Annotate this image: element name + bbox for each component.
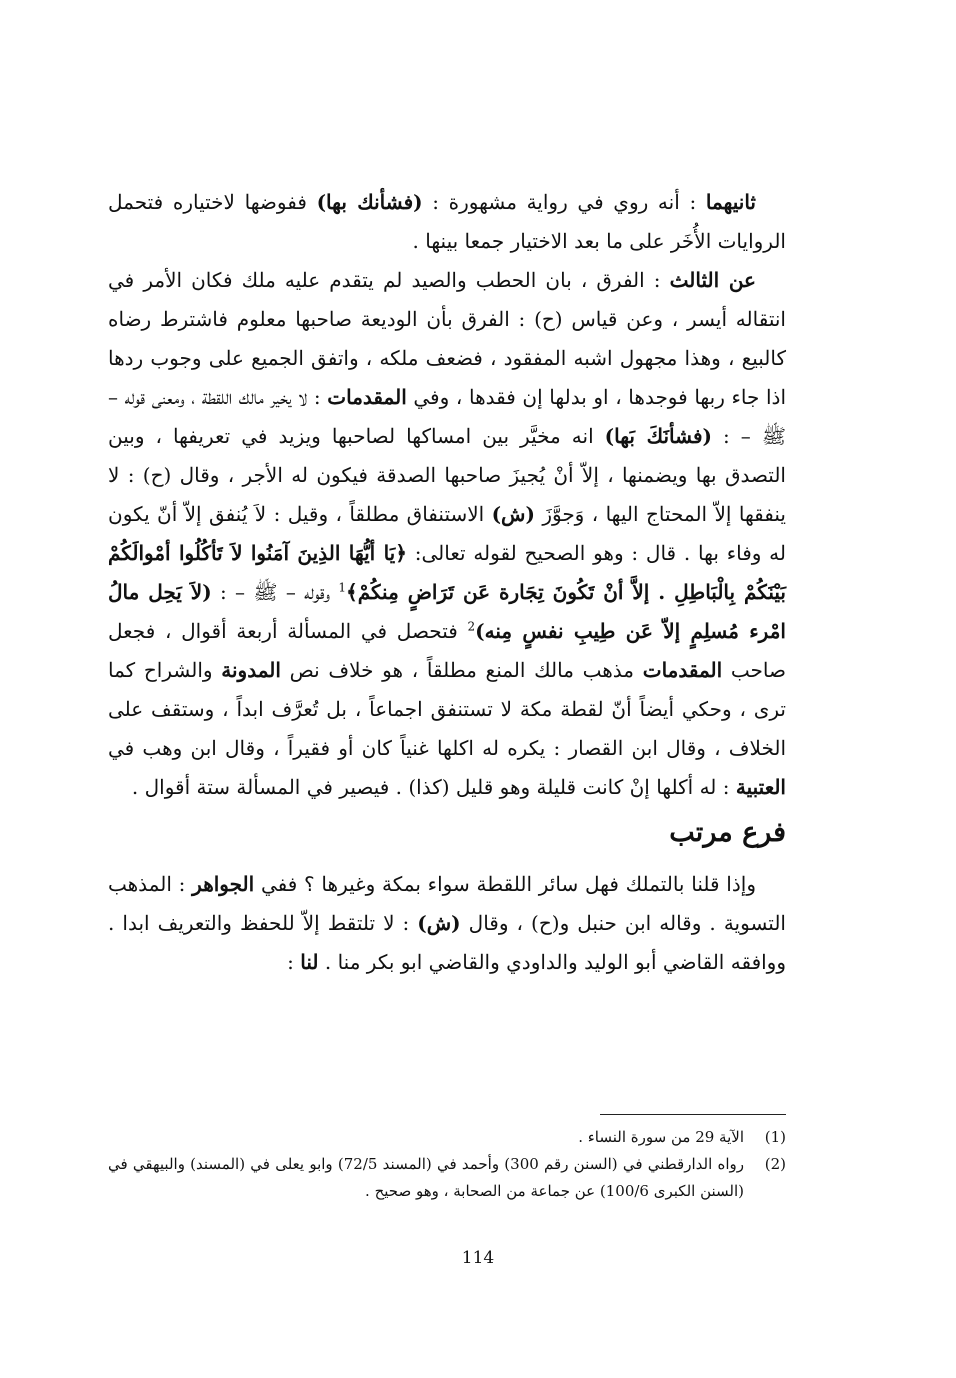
page-number: 114 [461, 1248, 495, 1268]
text-segment: وإذا قلنا بالتملك فهل سائر اللقطة سواء بمكة وغيرها ؟ ففي [254, 872, 756, 896]
text-segment: الاستنفاق مطلقاً ، وقيل : لاَ يُنفق إلاّ أنّ يكون له وفاء بها . قال : وهو الصحيح لقوله تعالى: [108, 502, 787, 565]
text-segment: فتحصل في المسألة أربعة أقوال ، فجعل صاحب [108, 619, 786, 682]
bold-text: (ش) [417, 911, 461, 935]
text-segment: : لا يخير مالك اللقطة ، ومعنى قوله – ﷺ – : [108, 385, 786, 448]
footnote-number: (2) [764, 1155, 786, 1173]
footnote-2 [108, 1151, 786, 1205]
bold-text: ثانيهما [705, 190, 756, 214]
text-segment: : الفرق ، بان الحطب والصيد لم يتقدم عليه ملك فكان الأمر في انتقاله أيسر ، وعن قياس (ح) : الفرق بأن الوديعة صاحبها معلوم فاشترط رضاه كالبيع ، وهذا مجهول اشبه المفقود ، فضعف ملكه ، واتفق الجميع على وجوب ردها اذا جاء ربها فوجدها ، او بدلها إن فقدها ، وفي [108, 268, 786, 409]
text-segment: : لا تلتقط إلاّ للحفظ والتعريف ابدا . ووافقه القاضي أبو الوليد والداودي والقاضي ابو بكر منا . [108, 911, 786, 974]
footnote-number: (1) [764, 1128, 786, 1146]
bold-text: المقدمات [327, 385, 407, 409]
footnote-text: رواه الدارقطني في (السنن رقم 300) وأحمد في (المسند 72/5) وابو يعلى في (المسند) والبيهقي في (السنن الكبرى 100/6) عن جماعة من الصحابة ، وهو صحيح . [108, 1155, 744, 1200]
footnote-separator [600, 1114, 786, 1115]
bold-text: (لاَ يَحِل مالُ امْرء مُسلِمٍ إلاّ عَن طِيبِ نفسٍ مِنه) [108, 580, 786, 643]
paragraph-2 [108, 261, 786, 807]
bold-text: (فشأنَكَ بَها) [604, 424, 713, 448]
text-segment: انه مخيَّر بين امساكها لصاحبها ويزيد في تعريفها ، وبين التصدق بها ويضمنها ، إلاّ أنْ يُجيزَ صاحبها الصدقة فيكون له الأجر ، وقال (ح) : لا ينفقها إلاّ المحتاج اليها ، وَجوَّزَ [108, 424, 787, 526]
bold-text: (فشأنك بها) [316, 190, 423, 214]
paragraph-1 [108, 183, 786, 261]
bold-text: ﴿يَا أيُّهَا الذِينَ آمَنُوا لاَ تَأكُلُوا أمْوالَكُمْ بَيْنَكُمْ بِالْبَاطِلِ . إلاَّ أنْ تَكُونَ تِجَارة عَن تَرَاضٍ مِنكُمْ﴾ [108, 541, 786, 604]
text-segment: وقوله – ﷺ – : [211, 580, 339, 604]
text-segment: : المذهب التسوية . وقاله ابن حنبل و(ح) ، وقال [108, 872, 786, 935]
bold-text: الجواهر [192, 872, 255, 896]
text-segment: والشراح كما ترى ، وحكي أيضاً أنّ لقطة مكة لا تستنفق اجماعاً ، بل تُعرَّف ابداً ، وستقف على الخلاف ، وقال ابن القصار : يكره له اكلها غنياً كان أو فقيراً ، وقال ابن وهب في [108, 658, 786, 760]
section-heading: فرع مرتب [669, 817, 786, 848]
text-segment: ففوضها لاختياره فتحمل الروايات الأُخَر على ما بعد الاختيار جمعا بينها . [108, 190, 786, 253]
text-segment: : له أكلها إنْ كانت قليلة وهو قليل (كذا) . فيصير في المسألة ستة أقوال . [131, 775, 736, 799]
footnote-reference: 1 [338, 580, 346, 595]
footnote-1 [108, 1124, 786, 1151]
text-segment: مذهب مالك المنع مطلقاً ، هو خلاف نص [280, 658, 643, 682]
bold-text: المقدمات [642, 658, 723, 682]
bold-text: لنا [300, 950, 319, 974]
paragraph-3 [108, 865, 786, 982]
text-segment: : [287, 950, 301, 974]
main-text [108, 183, 786, 982]
bold-text: المدونة [221, 658, 281, 682]
text-segment: : أنه روي في رواية مشهورة : [422, 190, 706, 214]
bold-text: (ش) [491, 502, 535, 526]
footnote-text: الآية 29 من سورة النساء . [578, 1128, 744, 1146]
footnotes [108, 1124, 786, 1205]
bold-text: عن الثالث [669, 268, 756, 292]
footnote-reference: 2 [467, 619, 476, 634]
bold-text: العتبية [735, 775, 786, 799]
